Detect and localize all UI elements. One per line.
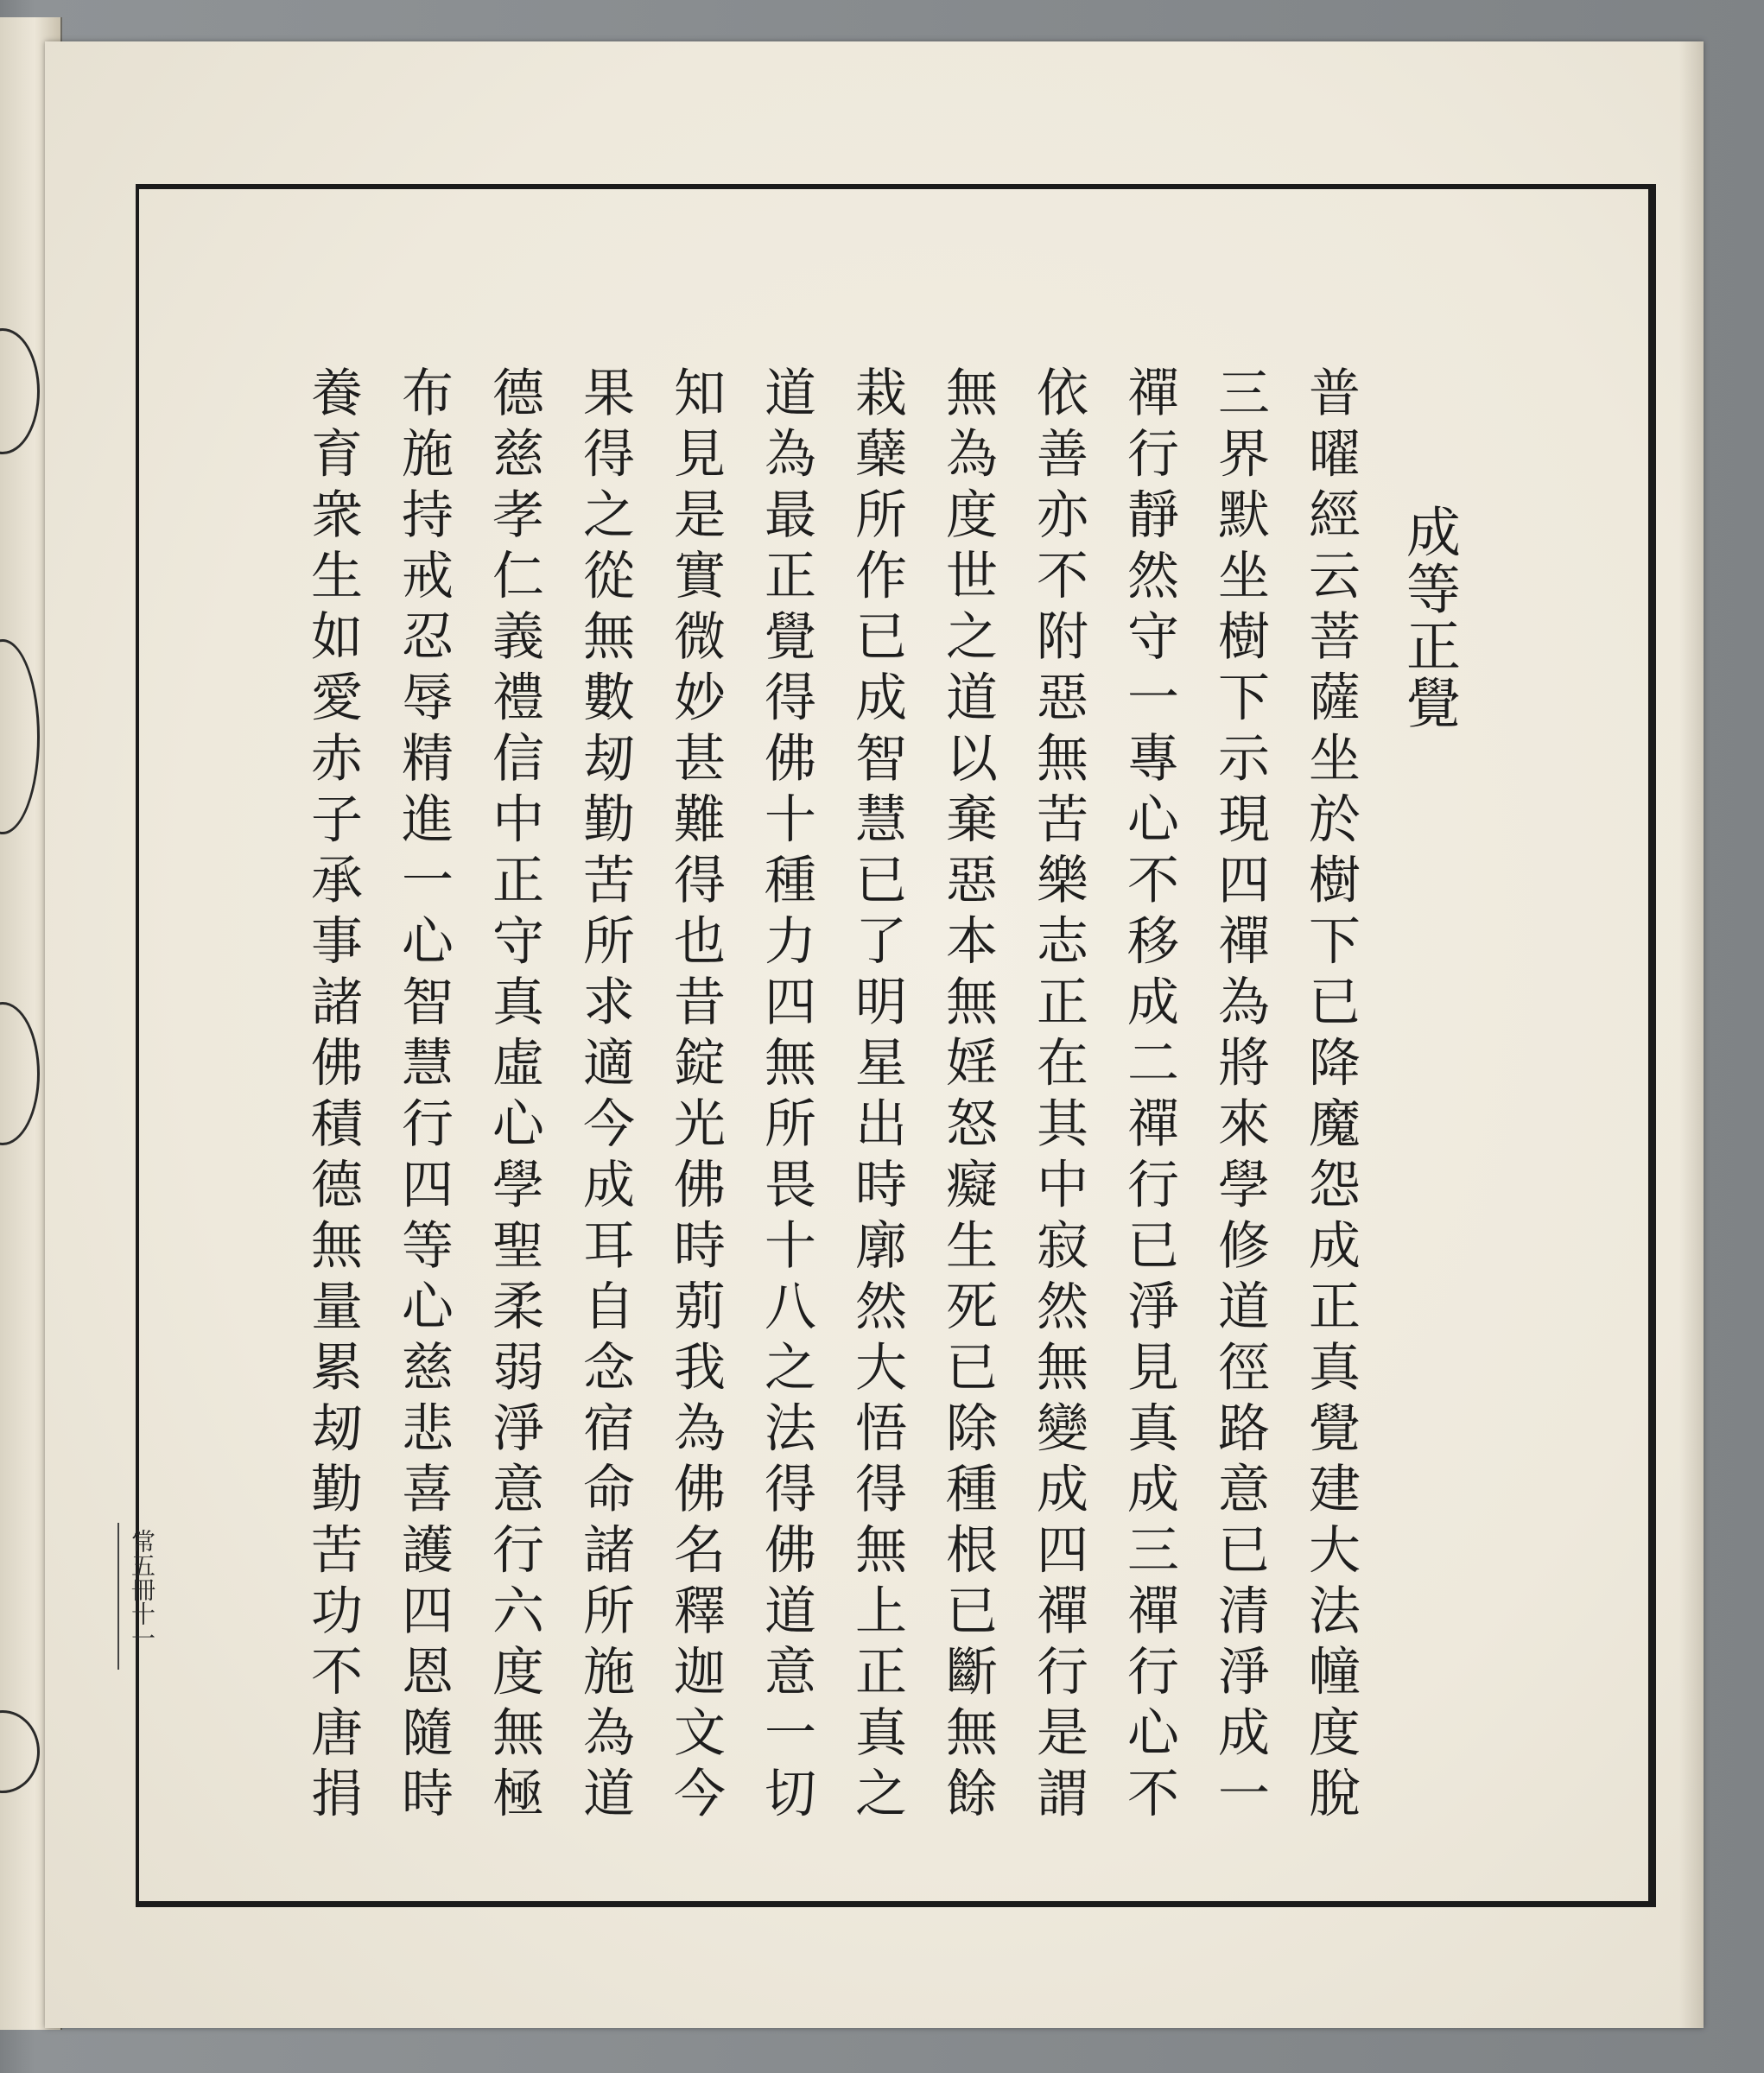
text-column: 無為度世之道以棄惡本無婬怒癡生死已除種根已斷無餘 xyxy=(937,365,998,1827)
text-column: 果得之從無數刼勤苦所求適今成耳自念宿命諸所施為道 xyxy=(574,365,635,1827)
text-column: 三界默坐樹下示現四禪為將來學修道徑路意已清淨成一 xyxy=(1209,365,1270,1827)
text-column: 德慈孝仁義禮信中正守真虛心學聖柔弱淨意行六度無極 xyxy=(484,365,544,1827)
folio-label: 常五冊十一 xyxy=(128,1529,156,1650)
text-column: 養育衆生如愛赤子承事諸佛積德無量累刼勤苦功不唐捐 xyxy=(302,365,363,1827)
text-column: 依善亦不附惡無苦樂志正在其中寂然無變成四禪行是謂 xyxy=(1028,365,1088,1827)
text-column: 知見是實微妙甚難得也昔錠光佛時莂我為佛名釋迦文今 xyxy=(665,365,726,1827)
section-title: 成等正覺 xyxy=(1398,504,1461,732)
text-column: 道為最正覺得佛十種力四無所畏十八之法得佛道意一切 xyxy=(756,365,816,1827)
text-column: 栽蘖所作已成智慧已了明星出時廓然大悟得無上正真之 xyxy=(847,365,907,1827)
text-column: 普曜經云菩薩坐於樹下已降魔怨成正真覺建大法幢度脫 xyxy=(1300,365,1361,1827)
book-page xyxy=(45,41,1704,2028)
text-column: 布施持戒忍辱精進一心智慧行四等心慈悲喜護四恩隨時 xyxy=(393,365,454,1827)
folio-rule xyxy=(117,1523,119,1670)
text-column: 禪行靜然守一專心不移成二禪行已淨見真成三禪行心不 xyxy=(1119,365,1179,1827)
